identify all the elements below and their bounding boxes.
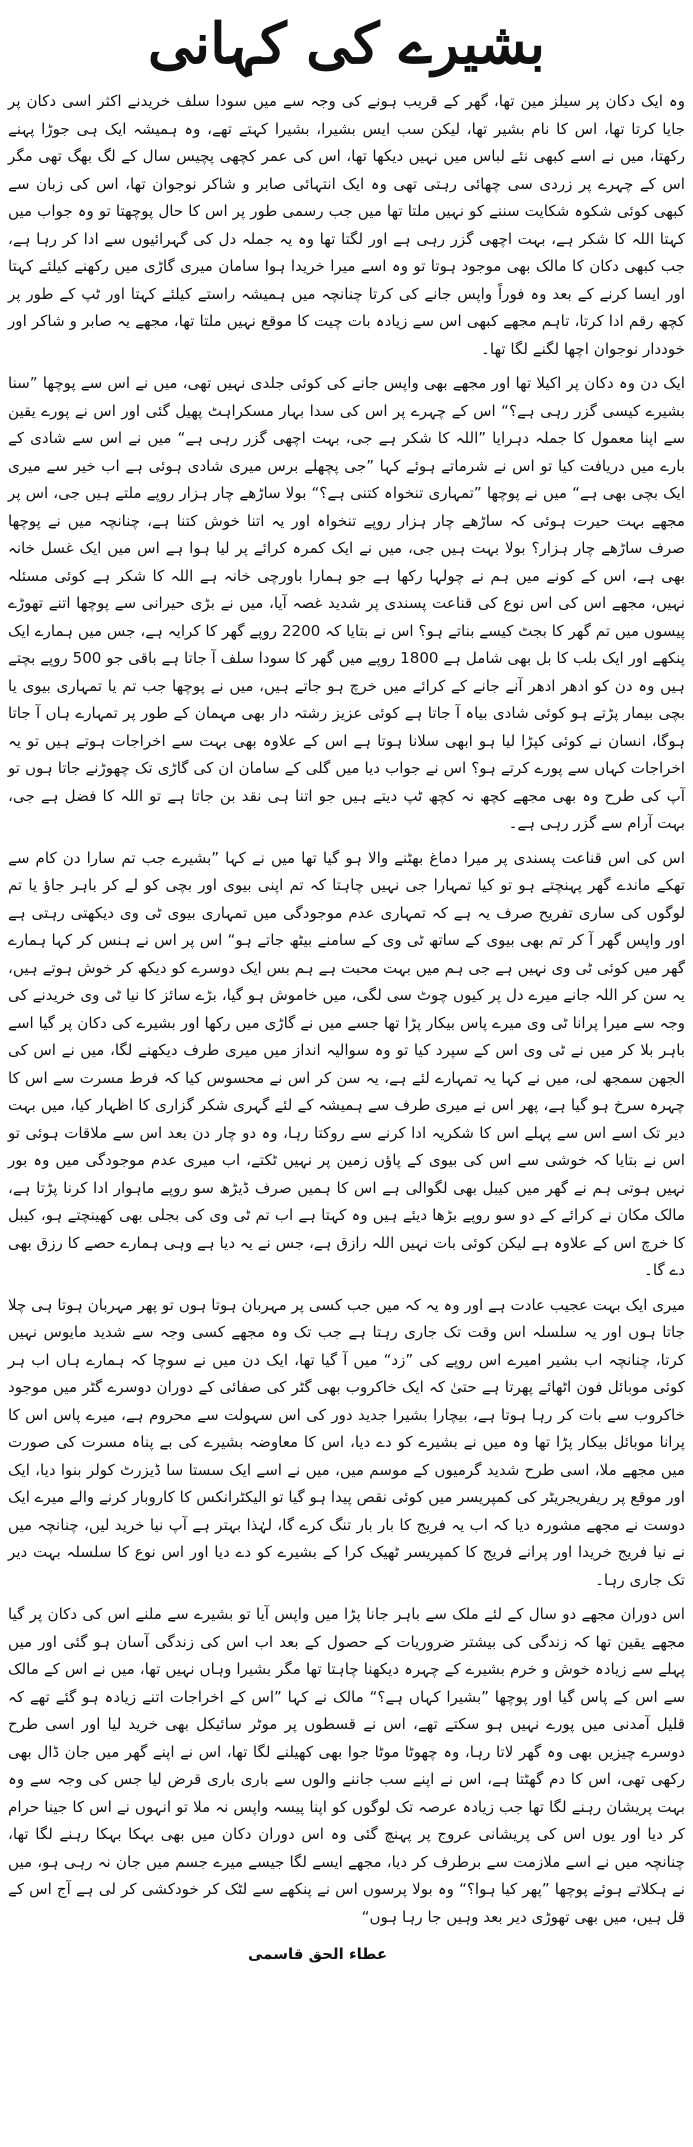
headline: بشیرے کی کہانی — [147, 11, 546, 77]
paragraph: اس دوران مجھے دو سال کے لئے ملک سے باہر جانا پڑا میں واپس آیا تو بشیرے سے ملنے اس کی دکان پر گیا مجھے یقین تھا کہ زندگی کی بیشتر ضروریات کے حصول کے بعد اب اس کی زندگی آسان ہو گئی اور میں پہلے سے زیادہ خوش و خرم بشیرے کے چہرہ دیکھنا چاہتا تھا مگر بشیرا وہاں نہیں تھا، میں نے اس کے مالک سے اس کے پاس گیا اور پوچھا ”بشیرا کہاں ہے؟“ مالک نے کہا ”اس کے اخراجات اتنے زیادہ ہو گئے تھے کہ قلیل آمدنی میں پورے نہیں ہو سکتے تھے، اس نے قسطوں پر موٹر سائیکل بھی خرید لیا اور اسی طرح دوسرے چیزیں بھی وہ گھر لاتا رہا، وہ چھوٹا موٹا جوا بھی کھیلنے لگا تھا، اس نے اپنے گھر میں جان ڈال بھی رکھی تھی، اس کا دم گھٹتا ہے، اس نے اپنے سب جاننے والوں سے باری باری قرض لیا جس کی وجہ سے وہ بہت پریشان رہنے لگا تھا جب زیادہ عرصہ تک لوگوں کو اپنا پیسہ واپس نہ ملا تو انہوں نے اس کا جینا حرام کر دیا اور یوں اس کی پریشانی عروج پر پہنچ گئی وہ اس دوران دکان میں بھی بہکا بہکا رہنے لگا تھا، چنانچہ میں نے اسے ملازمت سے برطرف کر دیا، مجھے ایسے لگا جیسے میرے جسم میں جان نہ رہی ہو، میں نے ہکلاتے ہوئے پوچھا ”پھر کیا ہوا؟“ وہ بولا پرسوں اس نے پنکھے سے لٹک کر خودکشی کر لی ہے آج اس کے قل ہیں، میں بھی تھوڑی دیر بعد وہیں جا رہا ہوں“ — [8, 1605, 685, 1926]
author-byline: عطاء الحق قاسمی — [248, 1945, 388, 1963]
article-body — [8, 88, 685, 1931]
paragraph: اس کی اس قناعت پسندی پر میرا دماغ بھٹنے والا ہو گیا تھا میں نے کہا ”بشیرے جب تم سارا دن کام سے تھکے ماندے گھر پہنچتے ہو تو کیا تمہارا جی نہیں چاہتا کہ تم اپنی بیوی اور بچی کو لے کر باہر جاؤ یا تم لوگوں کی ساری تفریح صرف یہ ہے کہ تمہاری عدم موجودگی میں تمہاری بیوی ٹی وی دیکھتی رہتی ہے اور واپس گھر آ کر تم بھی بیوی کے ساتھ ٹی وی کے سامنے بیٹھ جاتے ہو“ اس پر اس نے ہنس کر کہا ہمارے گھر میں کوئی ٹی وی نہیں ہے جی ہم میں بہت محبت ہے ہم بس ایک دوسرے کو دیکھ کر خوش ہوتے ہیں، یہ سن کر اللہ جانے میرے دل پر کیوں چوٹ سی لگی، میں خاموش ہو گیا، بڑے سائز کا نیا ٹی وی خریدنے کی وجہ سے میرا پرانا ٹی وی میرے پاس بیکار پڑا تھا جسے میں نے گاڑی میں رکھا اور بشیرے کی دکان پر گیا اسے باہر بلا کر میں نے ٹی وی اس کے سپرد کیا تو وہ سوالیہ انداز میں میری طرف دیکھنے لگا، میں نے اس کی الجھن سمجھ لی، میں نے کہا یہ تمہارے لئے ہے، یہ سن کر اس نے محسوس کیا کہ فرط مسرت سے اس کا چہرہ سرخ ہو گیا ہے، پھر اس نے میری طرف سے ہمیشہ کے لئے گہری شکر گزاری کا اظہار کیا، میں بہت دیر تک اسے اس سے پہلے اس کا شکریہ ادا کرنے سے روکتا رہا، وہ دو چار دن بعد اس سے ملاقات ہوئی تو اس نے بتایا کہ خوشی سے اس کی بیوی کے پاؤں زمین پر نہیں ٹکتے، اب میری عدم موجودگی میں وہ بور نہیں ہوتی ہم نے گھر میں کیبل بھی لگوالی ہے اس کا ہمیں صرف ڈیڑھ سو روپے ماہوار ادا کرنا پڑتا ہے، مالک مکان نے کرائے کے دو سو روپے بڑھا دیئے ہیں وہ کہتا ہے اب تم ٹی وی کی بجلی بھی کھینچتے ہو، کیبل کا خرچ اس کے علاوہ ہے لیکن کوئی بات نہیں اللہ رازق ہے، جس نے یہ دیا ہے وہی ہمارے حصے کا رزق بھی دے گا۔ — [8, 848, 685, 1279]
paragraph: میری ایک بہت عجیب عادت ہے اور وہ یہ کہ میں جب کسی پر مہربان ہوتا ہوں تو پھر مہربان ہوتا ہی چلا جاتا ہوں اور یہ سلسلہ اس وقت تک جاری رہتا ہے جب تک وہ مجھے کسی وجہ سے شدید مایوس نہیں کرتا، چنانچہ اب بشیر امیرے اس روپے کی ”زد“ میں آ گیا تھا، ایک دن میں نے سوچا کہ ہمارے ہاں اب ہر کوئی موبائل فون اٹھائے پھرتا ہے حتیٰ کہ ایک خاکروب بھی گٹر کی صفائی کے دوران دوسرے گٹر میں موجود خاکروب سے بات کر رہا ہوتا ہے، بیچارا بشیرا جدید دور کی اس سہولت سے محروم ہے، میرے پاس اس کا پرانا موبائل بیکار پڑا تھا وہ میں نے بشیرے کو دے دیا، اس کا معاوضہ بشیرے کی بے پناہ مسرت کی صورت میں مجھے ملا، اسی طرح شدید گرمیوں کے موسم میں، میں نے اسے ایک سستا سا ڈیزرٹ کولر بنوا دیا، ایک اور موقع پر ریفریجریٹر کی کمپریسر میں کوئی نقص پیدا ہو گیا تو الیکٹرانکس کا کاروبار کرنے والے میرے ایک دوست نے مجھے مشورہ دیا کہ اب یہ فریج کا بار بار تنگ کرے گا، لہٰذا بہتر ہے آپ نیا خرید لیں، چنانچہ میں نے نیا فریج خریدا اور پرانے فریج کا کمپریسر ٹھیک کرا کے بشیرے کو دے دیا اور اس نوع کا سلسلہ بہت دیر تک جاری رہا۔ — [7, 1295, 685, 1589]
paragraph: وہ ایک دکان پر سیلز مین تھا، گھر کے قریب ہونے کی وجہ سے میں سودا سلف خریدنے اکثر اسی دکان پر جایا کرتا تھا، اس کا نام بشیر تھا، لیکن سب ایس بشیرا، بشیرا کہتے تھے، وہ ہمیشہ ایک ہی جوڑا پہنے رکھتا، میں نے اسے کبھی نئے لباس میں نہیں دیکھا تھا، اس کی عمر کچھی پچیس سال کے لگ بھگ تھی مگر اس کے چہرے پر زردی سی چھائی رہتی تھی وہ ایک انتہائی صابر و شاکر نوجوان تھا، اس کی زبان سے کبھی کوئی شکوہ شکایت سننے کو نہیں ملتا تھا میں جب رسمی طور پر اس کا حال پوچھتا تو وہ جواب میں کہتا اللہ کا شکر ہے، بہت اچھی گزر رہی ہے اور لگتا تھا وہ یہ جملہ دل کی گہرائیوں سے ادا کر رہا ہے، جب کبھی دکان کا مالک بھی موجود ہوتا تو وہ اسے میرا خریدا ہوا سامان میری گاڑی میں رکھنے کیلئے کہتا اور ایسا کرنے کے بعد وہ فوراً واپس جانے کی کرتا چنانچہ میں ہمیشہ راستے کیلئے کہتا اور ٹپ کے طور پر کچھ رقم ادا کرتا، تاہم مجھے کبھی اس سے زیادہ بات چیت کا موقع نہیں ملتا تھا، مجھے یہ صابر و شاکر اور خوددار نوجوان اچھا لگنے لگا تھا۔ — [8, 92, 685, 358]
paragraph: ایک دن وہ دکان پر اکیلا تھا اور مجھے بھی واپس جانے کی کوئی جلدی نہیں تھی، میں نے اس سے پوچھا ”سنا بشیرے کیسی گزر رہی ہے؟“ اس کے چہرے پر اس کی سدا بہار مسکراہٹ پھیل گئی اور اس نے پورے یقین سے اپنا معمول کا جملہ دہرایا ”اللہ کا شکر ہے جی، بہت اچھی گزر رہی ہے“ میں نے اس سے شادی کے بارے میں دریافت کیا تو اس نے شرماتے ہوئے کہا ”جی پچھلے برس میری شادی ہوئی ہے اب خیر سے میری ایک بچی بھی ہے“ میں نے پوچھا ”تمہاری تنخواہ کتنی ہے؟“ بولا ساڑھے چار ہزار روپے ملتے ہیں جی، اس پر مجھے بہت حیرت ہوئی کہ ساڑھے چار ہزار روپے تنخواہ اور یہ اتنا خوش کتنا ہے، چنانچہ میں نے پوچھا صرف ساڑھے چار ہزار؟ بولا بہت ہیں جی، میں نے ایک کمرہ کرائے پر لیا ہوا ہے اس میں ایک غسل خانہ بھی ہے، اس کے کونے میں ہم نے چولہا رکھا ہے جو ہمارا باورچی خانہ ہے اللہ کا شکر ہے کوئی مسئلہ نہیں، مجھے اس کی اس نوع کی قناعت پسندی پر شدید غصہ آیا، میں نے بڑی حیرانی سے پوچھا اتنے تھوڑے پیسوں میں تم گھر کا بجٹ کیسے بناتے ہو؟ اس نے بتایا کہ 2200 روپے گھر کا کرایہ ہے، جس میں ہمارے ایک پنکھے اور ایک بلب کا بل بھی شامل ہے 1800 روپے میں گھر کا سودا سلف آ جاتا ہے باقی جو 500 روپے بچتے ہیں وہ دن کو ادھر ادھر آنے جانے کے کرائے میں خرچ ہو جاتے ہیں، میں نے پوچھا جب تم یا تمہاری بیوی یا بچی بیمار پڑتے ہو کوئی شادی بیاہ آ جاتا ہے کوئی عزیز رشتہ دار بھی مہمان کے طور پر تمہارے ہاں آ جاتا ہوگا، انسان نے کوئی کپڑا لیا ہو ابھی سلانا ہوتا ہے اس کے علاوہ بھی بہت سے اخراجات ہوتے ہیں تو یہ اخراجات کہاں سے پورے کرتے ہو؟ اس نے جواب دیا میں گلی کے سامان ان کی گاڑی تک چھوڑنے جاتا ہوں تو آپ کی طرح وہ بھی مجھے کچھ نہ کچھ ٹپ دیتے ہیں جو اتنا ہی نقد بن جاتا ہے تو اللہ کا فضل ہے جی، بہت آرام سے گزر رہی ہے۔ — [8, 374, 686, 832]
